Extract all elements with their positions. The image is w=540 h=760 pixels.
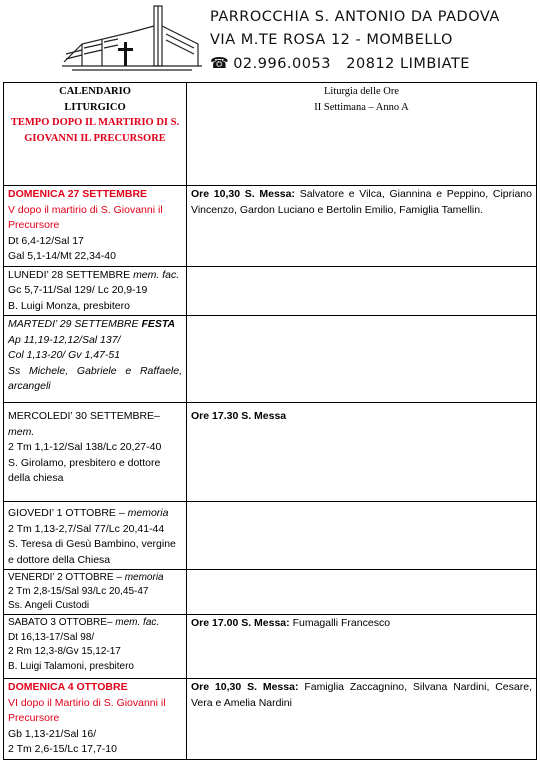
mass-time: Ore 10,30 S. Messa:: [191, 681, 299, 693]
day-subtitle: VI dopo il Martirio di S. Giovanni il Precursore: [8, 696, 166, 724]
day-date: DOMENICA 27 SETTEMBRE: [8, 188, 148, 200]
day-saint: Ss Michele, Gabriele e Raffaele, arcangeli: [8, 364, 182, 392]
day-rank: memoria: [124, 572, 164, 583]
table-header-row: [4, 83, 537, 186]
calendar-title-line2: LITURGICO: [64, 101, 126, 113]
liturgical-calendar-table: [3, 82, 537, 760]
parish-address: VIA M.TE ROSA 12 - MOMBELLO: [210, 32, 453, 48]
day-saint: B. Luigi Monza, presbitero: [8, 299, 130, 312]
table-row: [4, 266, 537, 316]
day-readings: 2 Tm 2,8-15/Sal 93/Lc 20,45-47: [8, 586, 149, 597]
table-row: [4, 679, 537, 760]
day-rank: mem. fac.: [133, 268, 180, 281]
day-readings: Gal 5,1-14/Mt 22,34-40: [8, 250, 116, 262]
day-readings: Col 1,13-20/ Gv 1,47-51: [8, 349, 121, 361]
mass-cell: [187, 570, 537, 615]
day-readings: Dt 16,13-17/Sal 98/: [8, 631, 95, 643]
day-date: LUNEDI’ 28 SETTEMBRE: [8, 268, 131, 281]
table-row: [4, 403, 537, 502]
mass-cell: [187, 615, 537, 679]
mass-intentions: Fumagalli Francesco: [292, 617, 391, 629]
mass-cell: [187, 679, 537, 760]
day-readings: 2 Rm 12,3-8/Gv 15,12-17: [8, 646, 121, 657]
parish-name: PARROCCHIA S. ANTONIO DA PADOVA: [210, 9, 500, 25]
day-readings: Ap 11,19-12,12/Sal 137/: [8, 333, 121, 346]
day-saint: B. Luigi Talamoni, presbitero: [8, 660, 134, 672]
day-subtitle: V dopo il martirio di S. Giovanni il Precursore: [8, 203, 163, 231]
day-readings: Gc 5,7-11/Sal 129/ Lc 20,9-19: [8, 284, 148, 296]
mass-cell: [187, 502, 537, 570]
mass-time: Ore 10,30 S. Messa:: [191, 188, 295, 200]
day-cell: [4, 186, 187, 267]
mass-cell: [187, 266, 537, 316]
telephone-icon: ☎: [210, 54, 230, 72]
day-rank: memoria: [127, 507, 169, 519]
table-row: [4, 570, 537, 615]
day-saint: S. Teresa di Gesù Bambino, vergine e dottore della Chiesa: [8, 538, 176, 566]
liturgy-hours-title: Liturgia delle Ore: [323, 86, 400, 97]
day-date: DOMENICA 4 OTTOBRE: [8, 681, 128, 693]
mass-intentions: Famiglia Zaccagnino, Silvana Nardini, Cesare, Vera e Amelia Nardini: [191, 681, 532, 709]
day-date: SABATO 3 OTTOBRE–: [8, 617, 113, 628]
day-saint: S. Girolamo, presbitero e dottore della chiesa: [8, 456, 161, 484]
church-logo-icon: [62, 4, 202, 72]
day-cell: [4, 615, 187, 679]
day-cell: [4, 679, 187, 760]
table-row: [4, 502, 537, 570]
day-date: MERCOLEDI’ 30 SETTEMBRE–: [8, 410, 160, 422]
calendar-title-cell: [4, 83, 187, 186]
day-date: GIOVEDI’ 1 OTTOBRE –: [8, 507, 125, 519]
page-header: [0, 0, 540, 80]
day-readings: Gb 1,13-21/Sal 16/: [8, 727, 97, 740]
day-cell: [4, 502, 187, 570]
mass-time: Ore 17.00 S. Messa:: [191, 617, 290, 629]
table-row: [4, 316, 537, 403]
mass-cell: [187, 403, 537, 502]
day-readings: 2 Tm 1,13-2,7/Sal 77/Lc 20,41-44: [8, 522, 165, 535]
day-rank: mem.: [8, 425, 35, 438]
liturgy-hours-cell: [187, 83, 537, 186]
day-readings: 2 Tm 2,6-15/Lc 17,7-10: [8, 743, 117, 755]
table-row: [4, 615, 537, 679]
day-cell: [4, 403, 187, 502]
parish-city: 20812 LIMBIATE: [346, 56, 470, 72]
day-readings: 2 Tm 1,1-12/Sal 138/Lc 20,27-40: [8, 441, 162, 453]
parish-contact: [210, 52, 500, 75]
day-saint: Ss. Angeli Custodi: [8, 600, 90, 611]
mass-time: Ore 17.30 S. Messa: [191, 410, 287, 422]
day-cell: [4, 266, 187, 316]
day-readings: Dt 6,4-12/Sal 17: [8, 234, 84, 247]
mass-cell: [187, 186, 537, 267]
day-rank: FESTA: [141, 318, 176, 330]
day-cell: [4, 570, 187, 615]
mass-intentions: Salvatore e Vilca, Giannina e Peppino, Cipriano Vincenzo, Gardon Luciano e Bertolin Emilio, Famiglia Tamellin.: [191, 188, 532, 216]
table-row: [4, 186, 537, 267]
calendar-title-line1: CALENDARIO: [59, 86, 131, 97]
day-date: MARTEDI’ 29 SETTEMBRE: [8, 318, 139, 330]
parish-phone: 02.996.0053: [233, 56, 331, 72]
day-date: VENERDI’ 2 OTTOBRE –: [8, 572, 122, 583]
mass-cell: [187, 316, 537, 403]
day-rank: mem. fac.: [115, 617, 160, 628]
liturgical-season: TEMPO DOPO IL MARTIRIO DI S. GIOVANNI IL PRECURSORE: [10, 117, 180, 144]
day-cell: [4, 316, 187, 403]
parish-info: [210, 6, 500, 75]
liturgy-week: II Settimana – Anno A: [314, 101, 409, 113]
